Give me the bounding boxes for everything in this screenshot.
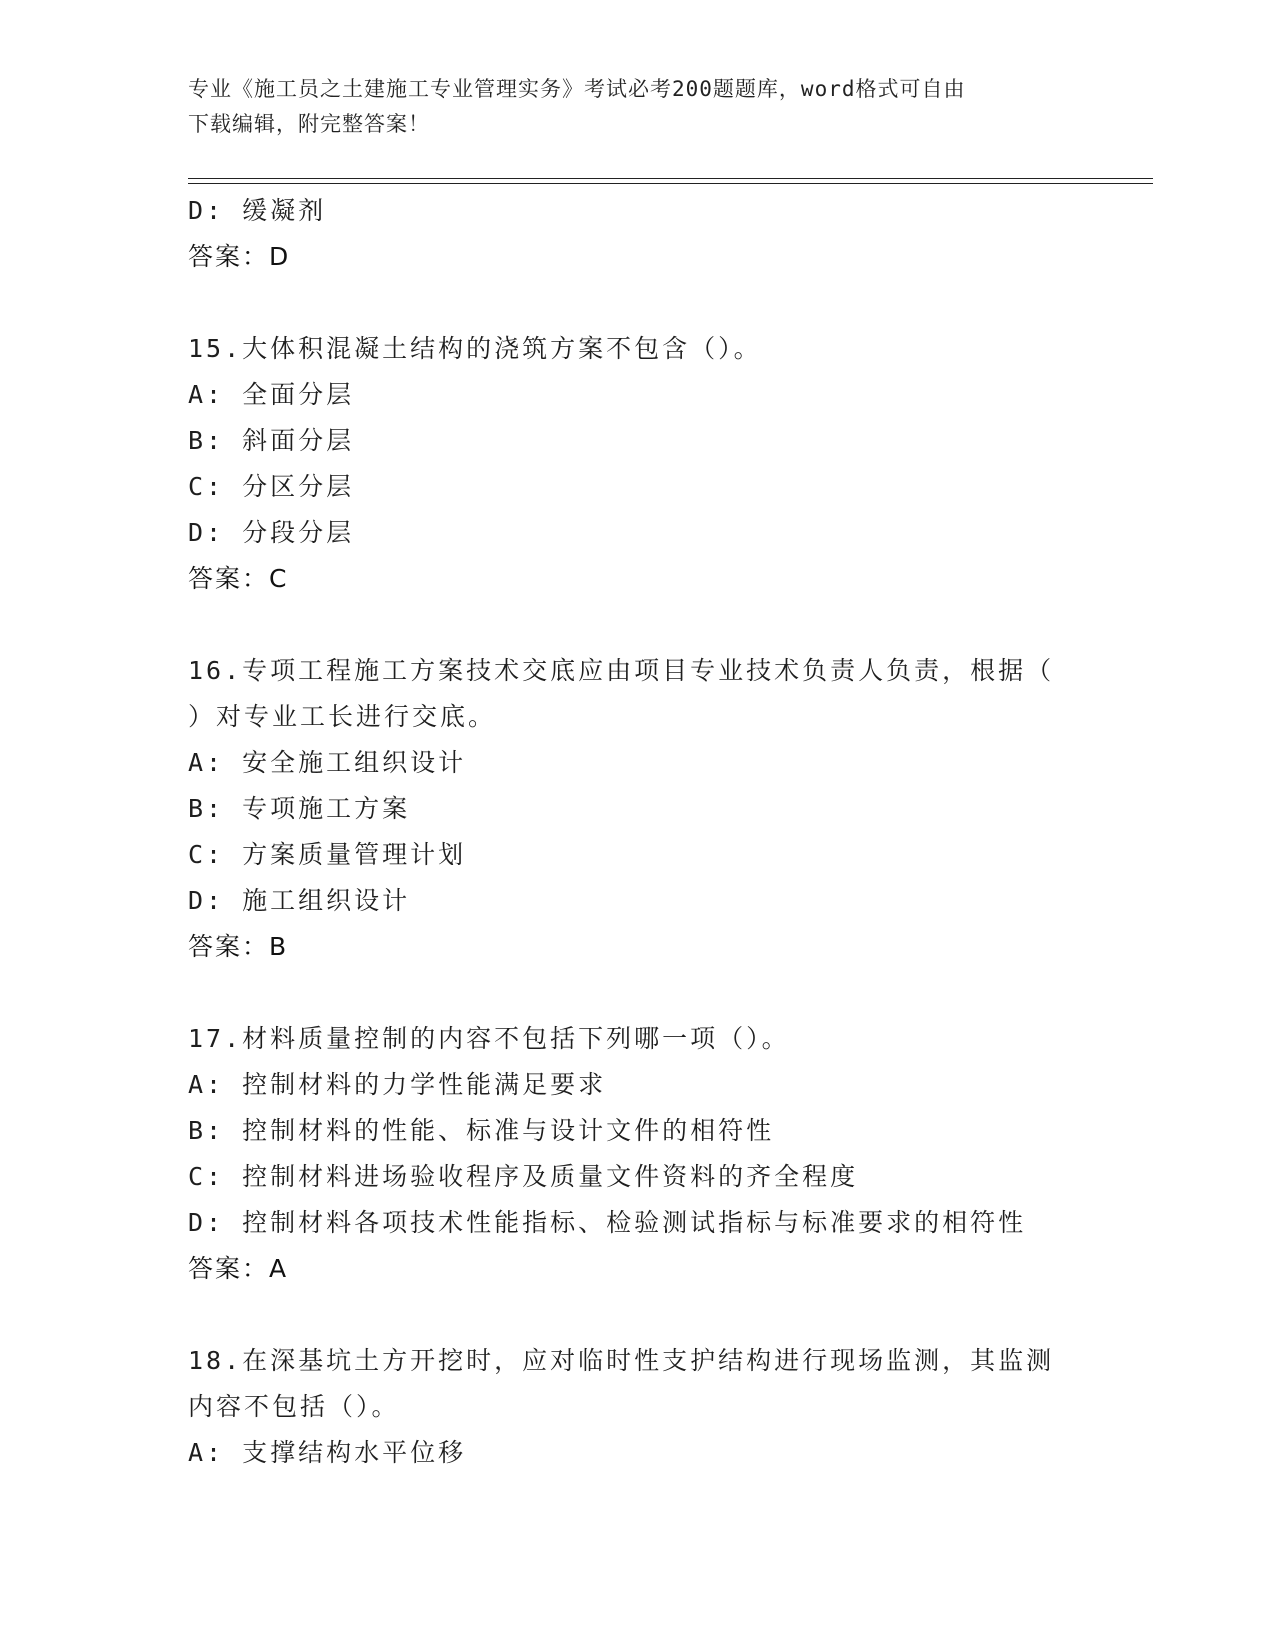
option-a: A: 全面分层 — [188, 380, 355, 409]
option-b: B: 专项施工方案 — [188, 794, 411, 823]
answer: 答案：A — [188, 1254, 289, 1283]
answer: 答案：C — [188, 564, 289, 593]
header-divider-bottom — [188, 183, 1153, 184]
question-stem-line-1: 16.专项工程施工方案技术交底应由项目专业技术负责人负责，根据（ — [188, 656, 1055, 685]
option-c: C: 分区分层 — [188, 472, 355, 501]
question-stem-line-2: ）对专业工长进行交底。 — [188, 702, 497, 731]
option-a: A: 安全施工组织设计 — [188, 748, 467, 777]
spacer — [188, 280, 1148, 326]
option-d: D: 控制材料各项技术性能指标、检验测试指标与标准要求的相符性 — [188, 1208, 1027, 1237]
page-header — [188, 72, 1088, 142]
spacer — [188, 602, 1148, 648]
spacer — [188, 1292, 1148, 1338]
option-b: B: 斜面分层 — [188, 426, 355, 455]
question-17 — [188, 1016, 1148, 1292]
option-a: A: 支撑结构水平位移 — [188, 1438, 467, 1467]
header-line-1: 专业《施工员之土建施工专业管理实务》考试必考200题题库，word格式可自由 — [188, 77, 966, 101]
question-15 — [188, 326, 1148, 602]
question-stem-line-1: 18.在深基坑土方开挖时，应对临时性支护结构进行现场监测，其监测 — [188, 1346, 1055, 1375]
answer: 答案：D — [188, 242, 291, 271]
question-stem-line-2: 内容不包括（）。 — [188, 1392, 400, 1421]
question-14-tail — [188, 188, 1148, 280]
option-d: D: 施工组织设计 — [188, 886, 411, 915]
answer: 答案：B — [188, 932, 289, 961]
question-stem: 15.大体积混凝土结构的浇筑方案不包含（）。 — [188, 334, 762, 363]
option-c: C: 方案质量管理计划 — [188, 840, 467, 869]
question-list — [188, 188, 1148, 1476]
header-line-2: 下载编辑，附完整答案！ — [188, 112, 430, 136]
option-d: D: 分段分层 — [188, 518, 355, 547]
option-a: A: 控制材料的力学性能满足要求 — [188, 1070, 607, 1099]
question-stem: 17.材料质量控制的内容不包括下列哪一项（）。 — [188, 1024, 790, 1053]
header-divider-top — [188, 178, 1153, 179]
option-c: C: 控制材料进场验收程序及质量文件资料的齐全程度 — [188, 1162, 859, 1191]
spacer — [188, 970, 1148, 1016]
option-d: D: 缓凝剂 — [188, 196, 327, 225]
question-18 — [188, 1338, 1148, 1476]
question-16 — [188, 648, 1148, 970]
option-b: B: 控制材料的性能、标准与设计文件的相符性 — [188, 1116, 775, 1145]
